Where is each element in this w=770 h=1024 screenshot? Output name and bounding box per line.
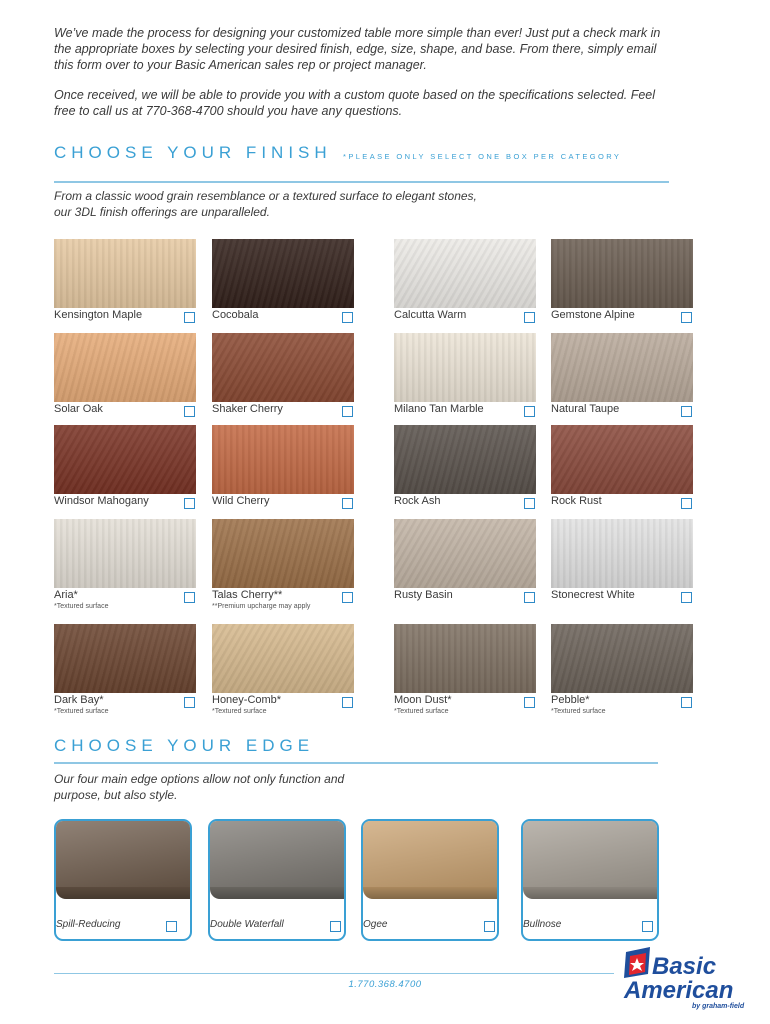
- finish-option-label: Stonecrest White: [551, 589, 635, 601]
- finish-option-checkbox[interactable]: [342, 697, 353, 708]
- finish-option-label: Rock Rust: [551, 495, 602, 507]
- finish-option-note: *Textured surface: [394, 708, 449, 715]
- finish-option-checkbox[interactable]: [524, 406, 535, 417]
- finish-option-note: *Textured surface: [212, 708, 267, 715]
- basic-american-logo: [622, 944, 748, 1014]
- finish-swatch: [54, 425, 196, 494]
- finish-swatch: [394, 425, 536, 494]
- finish-option-label: Natural Taupe: [551, 403, 620, 415]
- finish-swatch: [394, 519, 536, 588]
- finish-swatch: [551, 519, 693, 588]
- finish-option-label: Kensington Maple: [54, 309, 143, 321]
- finish-option-label: Solar Oak: [54, 403, 103, 415]
- finish-swatch: [212, 519, 354, 588]
- edge-option-checkbox[interactable]: [642, 921, 653, 932]
- finish-option-checkbox[interactable]: [342, 592, 353, 603]
- finish-option-label: Wild Cherry: [212, 495, 270, 507]
- finish-option-checkbox[interactable]: [342, 312, 353, 323]
- finish-swatch: [212, 624, 354, 693]
- finish-option-label: Pebble*: [551, 694, 590, 706]
- footer-phone: 1.770.368.4700: [348, 979, 422, 990]
- edge-divider: [54, 762, 658, 764]
- finish-option-note: *Textured surface: [551, 708, 606, 715]
- logo-word-basic: Basic: [652, 953, 717, 980]
- finish-option-label: Cocobala: [212, 309, 259, 321]
- finish-swatch: [394, 624, 536, 693]
- finish-option-checkbox[interactable]: [524, 592, 535, 603]
- finish-option-checkbox[interactable]: [524, 312, 535, 323]
- finish-swatch: [54, 333, 196, 402]
- edge-option-label: Ogee: [363, 919, 388, 930]
- finish-swatch: [551, 425, 693, 494]
- finish-swatch: [54, 239, 196, 308]
- finish-section-note: *PLEASE ONLY SELECT ONE BOX PER CATEGORY: [343, 152, 622, 161]
- edge-option-label: Spill-Reducing: [56, 919, 121, 930]
- edge-option-checkbox[interactable]: [330, 921, 341, 932]
- edge-option-checkbox[interactable]: [166, 921, 177, 932]
- logo-byline: by graham-field: [692, 1003, 745, 1010]
- finish-description: From a classic wood grain resemblance or a textured surface to elegant stones, our 3DL finish offerings are unparalleled.: [54, 189, 477, 219]
- logo-word-american: American: [624, 977, 734, 1004]
- finish-swatch: [551, 624, 693, 693]
- finish-option-checkbox[interactable]: [681, 406, 692, 417]
- footer-divider: [54, 973, 614, 974]
- finish-option-label: Honey-Comb*: [212, 694, 282, 706]
- finish-option-label: Aria*: [54, 589, 78, 601]
- edge-section-title: CHOOSE YOUR EDGE: [54, 736, 315, 755]
- finish-option-checkbox[interactable]: [681, 697, 692, 708]
- finish-swatch: [212, 239, 354, 308]
- edge-option-label: Double Waterfall: [210, 919, 284, 930]
- intro-paragraph-2: Once received, we will be able to provide you with a custom quote based on the specifications selected. Feel free to call us at 770-368-4700 should you have any questions.: [54, 88, 656, 118]
- finish-option-note: **Premium upcharge may apply: [212, 603, 311, 610]
- intro-paragraph-1: We’ve made the process for designing your customized table more simple than ever! Just put a check mark in the appropriate boxes by selecting your desired finish, edge, size, shape, and base. From there, simply email this form over to your Basic American sales rep or project manager.: [54, 26, 661, 72]
- finish-option-label: Moon Dust*: [394, 694, 452, 706]
- finish-section-title: CHOOSE YOUR FINISH: [54, 143, 332, 162]
- finish-swatch: [54, 624, 196, 693]
- finish-option-checkbox[interactable]: [681, 312, 692, 323]
- finish-option-checkbox[interactable]: [524, 697, 535, 708]
- finish-option-label: Rusty Basin: [394, 589, 453, 601]
- finish-option-label: Talas Cherry**: [212, 589, 283, 601]
- finish-option-label: Calcutta Warm: [394, 309, 467, 321]
- finish-option-checkbox[interactable]: [342, 406, 353, 417]
- finish-option-checkbox[interactable]: [681, 498, 692, 509]
- finish-option-label: Shaker Cherry: [212, 403, 283, 415]
- finish-option-label: Gemstone Alpine: [551, 309, 635, 321]
- finish-swatch: [394, 333, 536, 402]
- finish-option-note: *Textured surface: [54, 603, 109, 610]
- finish-option-label: Rock Ash: [394, 495, 441, 507]
- finish-swatch: [551, 239, 693, 308]
- finish-option-note: *Textured surface: [54, 708, 109, 715]
- finish-swatch: [394, 239, 536, 308]
- finish-swatch: [212, 333, 354, 402]
- finish-option-checkbox[interactable]: [681, 592, 692, 603]
- finish-swatch: [54, 519, 196, 588]
- finish-option-checkbox[interactable]: [342, 498, 353, 509]
- finish-option-checkbox[interactable]: [184, 406, 195, 417]
- edge-option-checkbox[interactable]: [484, 921, 495, 932]
- finish-option-checkbox[interactable]: [524, 498, 535, 509]
- finish-option-label: Dark Bay*: [54, 694, 104, 706]
- finish-swatch: [212, 425, 354, 494]
- finish-option-checkbox[interactable]: [184, 592, 195, 603]
- finish-option-label: Milano Tan Marble: [394, 403, 484, 415]
- finish-option-checkbox[interactable]: [184, 498, 195, 509]
- finish-divider: [54, 181, 669, 183]
- edge-option-label: Bullnose: [523, 919, 562, 930]
- edge-description: Our four main edge options allow not only function and purpose, but also style.: [54, 772, 345, 802]
- finish-option-checkbox[interactable]: [184, 312, 195, 323]
- finish-swatch: [551, 333, 693, 402]
- finish-option-label: Windsor Mahogany: [54, 495, 149, 507]
- finish-option-checkbox[interactable]: [184, 697, 195, 708]
